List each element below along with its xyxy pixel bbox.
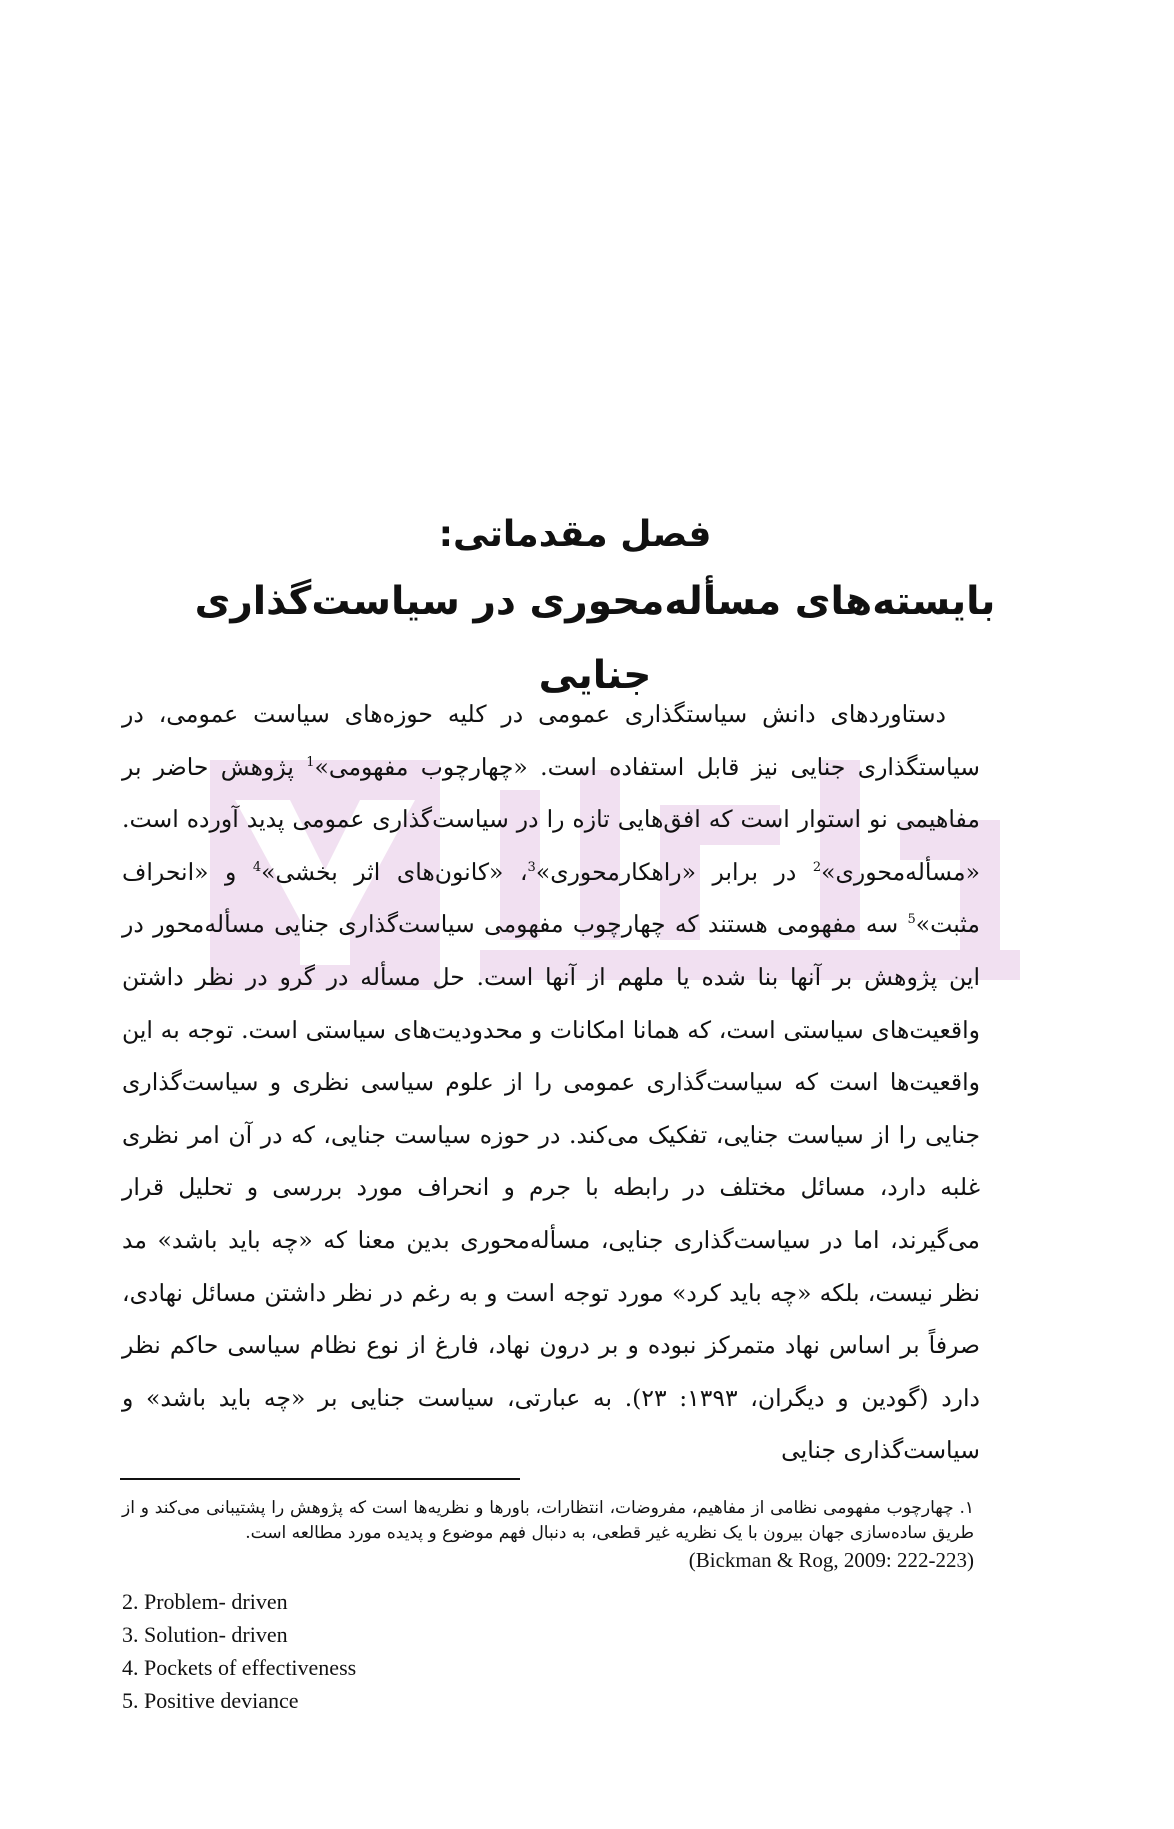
chapter-label: فصل مقدماتی: — [438, 514, 712, 555]
footnote-list — [122, 1585, 722, 1717]
footnote-1 — [122, 1496, 974, 1574]
footnote-1-citation: (Bickman & Rog, 2009: 222-223) — [688, 1548, 974, 1572]
footnote-ref-5: 5 — [907, 912, 916, 928]
footnote-1-text: ۱. چهارچوب مفهومی نظامی از مفاهیم، مفروضات، انتظارات، باورها و نظریه‌ها است که پژوهش را پشتیبانی می‌کند و از طریق ساده‌سازی جهان بیرون با یک نظریه غیر قطعی، به دنبال فهم موضوع و پدیده مورد مطالعه است. — [122, 1498, 974, 1543]
body-text-segment: ، «کانون‌های اثر بخشی» — [261, 857, 528, 886]
footnote-ref-1: 1 — [306, 754, 315, 770]
chapter-title: بایسته‌های مسأله‌محوری در سیاست‌گذاری جنایی — [194, 579, 996, 698]
body-text-segment: سه مفهومی هستند که چهارچوب مفهومی سیاست‌گذاری جنایی مسأله‌محور در این پژوهش بر آنها بنا شده یا ملهم از آنها است. حل مسأله در گرو در نظر داشتن واقعیت‌های سیاستی است، که همانا امکانات و محدودیت‌های سیاستی است. توجه به این واقعیت‌ها است که سیاست‌گذاری عمومی را از علوم سیاسی نظری و سیاست‌گذاری جنایی را از سیاست جنایی، تفکیک می‌کند. در حوزه سیاست جنایی، که در آن امر نظری غلبه دارد، مسائل مختلف در رابطه با جرم و انحراف مورد بررسی و تحلیل قرار می‌گیرند، اما در سیاست‌گذاری جنایی، مسأله‌محوری بدین معنا که «چه باید باشد» مد نظر نیست، بلکه «چه باید کرد» مورد توجه است و به رغم در نظر داشتن مسائل نهادی، صرفاً بر اساس نهاد متمرکز نبوده و بر درون نهاد، فارغ از نوع نظام سیاسی حاکم نظر دارد (گودین و دیگران، ۱۳۹۳: ۲۳). به عبارتی، سیاست جنایی بر «چه باید باشد» و سیاست‌گذاری جنایی — [122, 910, 981, 1465]
footnote-2: 2. Problem- driven — [122, 1589, 288, 1614]
footnote-4: 4. Pockets of effectiveness — [122, 1655, 357, 1680]
body-text-segment: در برابر «راهکارمحوری» — [535, 857, 813, 886]
footnote-5: 5. Positive deviance — [122, 1688, 299, 1713]
footnote-ref-4: 4 — [252, 859, 262, 875]
body-paragraph — [122, 688, 980, 1477]
footnote-ref-3: 3 — [527, 859, 536, 875]
body-text-segment: پژوهش حاضر بر مفاهیمی نو استوار است که افق‌هایی تازه را در سیاست‌گذاری عمومی پدید آورده است. «مسأله‌محوری» — [122, 752, 981, 886]
footnote-ref-2: 2 — [812, 859, 822, 875]
body-text-segment: و «انحراف مثبت» — [122, 857, 980, 939]
chapter-heading — [180, 505, 1010, 713]
body-text-segment: دستاوردهای دانش سیاستگذاری عمومی در کلیه حوزه‌های سیاست عمومی، در سیاستگذاری جنایی نیز قابل استفاده است. «چهارچوب مفهومی» — [122, 700, 980, 781]
footnote-divider — [120, 1478, 520, 1480]
footnote-3: 3. Solution- driven — [122, 1622, 288, 1647]
